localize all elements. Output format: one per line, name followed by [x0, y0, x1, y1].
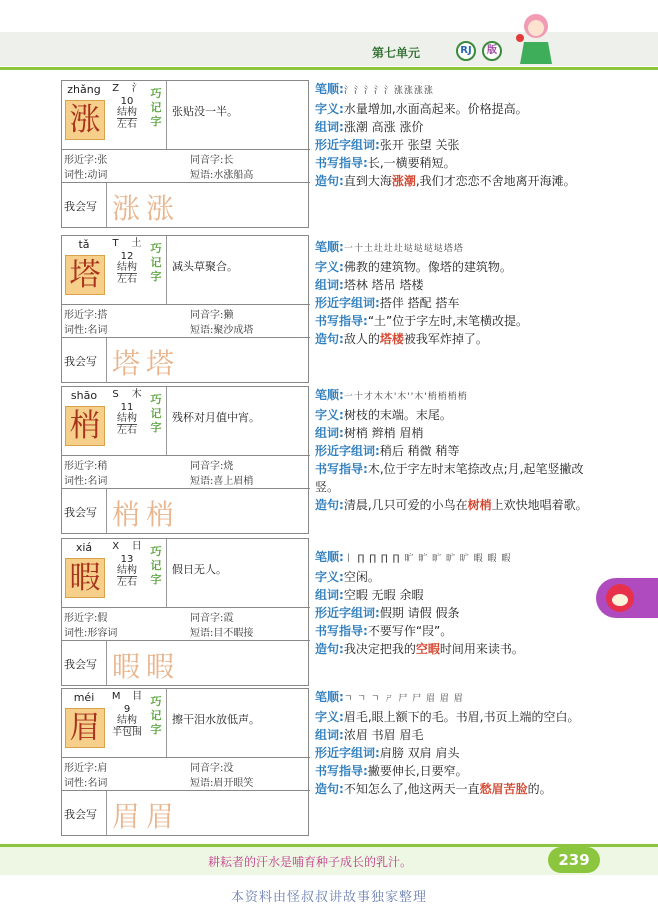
write-label: 我会写	[64, 200, 97, 213]
card-top	[62, 689, 310, 758]
writing-guide: 长,一横要稍短。	[367, 156, 456, 170]
bishun-line: 笔顺:一十土圵圵圵垯垯垯垯塔塔	[315, 240, 464, 254]
zaoju-line: 造句:直到大海涨潮,我们才恋恋不舍地离开海滩。	[315, 174, 576, 188]
write-box	[62, 182, 310, 228]
structure-value: 左右	[117, 274, 137, 285]
zaoju-line: 造句:我决定把我的空暇时间用来读书。	[315, 642, 524, 656]
shuxie-line: 书写指导:“土”位于字左时,末笔横改提。	[315, 314, 529, 328]
writing-guide: 撇要伸长,日要窄。	[367, 764, 468, 778]
xingjin-zuci-line: 形近字组词:假期 请假 假条	[315, 606, 460, 620]
qiao-ji-zi-label: 巧 记 字	[150, 87, 162, 128]
bishun-line: 笔顺:一十才木木'木''木'梢梢梢梢	[315, 388, 468, 402]
words: 空暇 无暇 余暇	[343, 588, 424, 602]
structure-label: 结构	[117, 262, 137, 273]
zaoju-line: 造句:不知怎么了,他这两天一直愁眉苦脸的。	[315, 782, 552, 796]
qiao-ji-zi-label: 巧 记 字	[150, 393, 162, 434]
side-tab	[596, 578, 658, 618]
char-meta	[106, 691, 148, 738]
pinyin-box	[64, 389, 104, 449]
meaning: 水量增加,水面高起来。价格提高。	[343, 102, 528, 116]
cixing: 词性:名词	[64, 325, 108, 336]
girl-mascot-icon	[510, 8, 558, 68]
radical: 木	[131, 389, 142, 400]
duanyu: 短语:喜上眉梢	[190, 476, 254, 487]
ziyi-line: 字义:眉毛,眼上额下的毛。书眉,书页上端的空白。	[315, 710, 580, 724]
shuxie-line: 书写指导:长,一横要稍短。	[315, 156, 456, 170]
write-label: 我会写	[64, 658, 97, 671]
big-character: 暇	[65, 558, 105, 598]
radical: 日	[131, 541, 142, 552]
ziyi-line: 字义:佛教的建筑物。像塔的建筑物。	[315, 260, 512, 274]
pinyin-box	[64, 238, 104, 298]
page-number: 239	[548, 847, 600, 873]
bishun-line: 笔顺:丨 ∏ ∏ ∏ ∏ 旷 旷 旷 旷 旷 暇 暇 暇	[315, 550, 512, 564]
meaning: 空闲。	[343, 570, 380, 584]
edition-badge: 版	[482, 41, 502, 61]
char-explanation	[315, 548, 595, 658]
info-row	[62, 773, 310, 788]
big-character: 塔	[65, 255, 105, 295]
big-character: 梢	[65, 406, 105, 446]
initial: M	[111, 691, 121, 702]
tongyin-zi: 同音字:烧	[190, 461, 234, 472]
mnemonic: 残杯对月值中宵。	[172, 411, 260, 424]
mnemonic: 减头草聚合。	[172, 260, 238, 273]
stroke-order: ㄱ ㄱ ㄱ ㄕ 尸 尸 眉 眉 眉	[343, 694, 464, 704]
writing-guide: 木,位于字左时末笔捺改点;月,起笔竖撇改竖。	[315, 462, 584, 494]
stroke-count: 12	[120, 251, 134, 262]
sentence-post: ,我们才恋恋不舍地离开海滩。	[415, 174, 576, 188]
tongyin-zi: 同音字:霞	[190, 613, 234, 624]
sentence-highlight: 愁眉苦脸	[479, 782, 528, 796]
pinyin: méi	[73, 691, 95, 704]
info-row	[62, 150, 310, 165]
similar-words: 张开 张望 关张	[379, 138, 460, 152]
divider	[106, 791, 107, 836]
structure-label: 结构	[117, 715, 137, 726]
write-label: 我会写	[64, 808, 97, 821]
header-band	[0, 32, 658, 66]
xingjin-zuci-line: 形近字组词:张开 张望 关张	[315, 138, 460, 152]
meaning: 佛教的建筑物。像塔的建筑物。	[343, 260, 512, 274]
unit-title: 第七单元	[372, 46, 421, 60]
char-explanation	[315, 238, 595, 348]
stroke-count: 13	[120, 554, 134, 565]
initial: S	[112, 389, 119, 400]
trace-characters: 塔塔	[112, 347, 181, 380]
similar-words: 搭伴 搭配 搭车	[379, 296, 460, 310]
tongyin-zi: 同音字:獭	[190, 310, 234, 321]
stroke-count: 9	[123, 704, 131, 715]
radical: 目	[132, 691, 143, 702]
divider	[166, 81, 167, 149]
shuxie-line: 书写指导:撇要伸长,日要窄。	[315, 764, 468, 778]
trace-characters: 眉眉	[112, 800, 181, 833]
info-row	[62, 608, 310, 623]
write-label: 我会写	[64, 355, 97, 368]
char-meta	[106, 389, 148, 436]
radical: 土	[131, 238, 142, 249]
xingjin-zuci-line: 形近字组词:稍后 稍微 稍等	[315, 444, 460, 458]
ziyi-line: 字义:树枝的末端。末尾。	[315, 408, 452, 422]
mascot-face-icon	[606, 584, 634, 612]
bishun-line: 笔顺:氵氵氵氵氵涨涨涨涨	[315, 82, 434, 96]
xingjin-zi: 形近字:搭	[64, 310, 108, 321]
zaoju-line: 造句:敌人的塔楼被我军炸掉了。	[315, 332, 488, 346]
char-explanation	[315, 80, 595, 190]
xingjin-zuci-line: 形近字组词:搭伴 搭配 搭车	[315, 296, 460, 310]
cixing: 词性:名词	[64, 778, 108, 789]
char-card	[61, 235, 309, 383]
info-row	[62, 471, 310, 486]
info-row	[62, 320, 310, 335]
char-meta	[106, 541, 148, 588]
words: 树梢 辫梢 眉梢	[343, 426, 424, 440]
info-row	[62, 165, 310, 180]
info-row	[62, 456, 310, 471]
xingjin-zi: 形近字:假	[64, 613, 108, 624]
words: 涨潮 高涨 涨价	[343, 120, 424, 134]
char-meta	[106, 238, 148, 285]
sentence-post: 时间用来读书。	[439, 642, 524, 656]
trace-characters: 涨涨	[112, 192, 181, 225]
divider	[106, 641, 107, 686]
sentence-highlight: 空暇	[415, 642, 440, 656]
xingjin-zi: 形近字:稍	[64, 461, 108, 472]
sentence-pre: 直到大海	[343, 174, 392, 188]
divider	[106, 338, 107, 383]
ziyi-line: 字义:空闲。	[315, 570, 380, 584]
tongyin-zi: 同音字:长	[190, 155, 234, 166]
structure-label: 结构	[117, 565, 137, 576]
pinyin: shāo	[70, 389, 98, 402]
similar-words: 稍后 稍微 稍等	[379, 444, 460, 458]
write-box	[62, 790, 310, 836]
char-card	[61, 386, 309, 534]
char-meta	[106, 83, 148, 130]
divider	[166, 387, 167, 455]
pinyin-box	[64, 691, 104, 751]
similar-words: 假期 请假 假条	[379, 606, 460, 620]
structure-value: 半包围	[112, 727, 142, 738]
duanyu: 短语:聚沙成塔	[190, 325, 254, 336]
xingjin-zuci-line: 形近字组词:肩膀 双肩 肩头	[315, 746, 460, 760]
initial: Z	[112, 83, 120, 94]
qiao-ji-zi-label: 巧 记 字	[150, 695, 162, 736]
ziyi-line: 字义:水量增加,水面高起来。价格提高。	[315, 102, 528, 116]
sentence-pre: 清晨,几只可爱的小鸟在	[343, 498, 468, 512]
writing-guide: 不要写作“叚”。	[367, 624, 453, 638]
write-box	[62, 640, 310, 686]
divider	[106, 183, 107, 228]
meaning: 眉毛,眼上额下的毛。书眉,书页上端的空白。	[343, 710, 580, 724]
sentence-highlight: 涨潮	[391, 174, 416, 188]
header-line	[0, 67, 658, 70]
zuci-line: 组词:涨潮 高涨 涨价	[315, 120, 424, 134]
duanyu: 短语:目不暇接	[190, 628, 254, 639]
structure-value: 左右	[117, 119, 137, 130]
big-character: 涨	[65, 100, 105, 140]
pinyin: xiá	[75, 541, 93, 554]
structure-value: 左右	[117, 425, 137, 436]
stroke-order: 丨 ∏ ∏ ∏ ∏ 旷 旷 旷 旷 旷 暇 暇 暇	[343, 554, 512, 564]
write-box	[62, 488, 310, 534]
card-top	[62, 81, 310, 150]
mnemonic: 假日无人。	[172, 563, 227, 576]
info-row	[62, 305, 310, 320]
card-top	[62, 387, 310, 456]
big-character: 眉	[65, 708, 105, 748]
trace-characters: 梢梢	[112, 498, 181, 531]
initial: X	[112, 541, 120, 552]
zaoju-line: 造句:清晨,几只可爱的小鸟在树梢上欢快地唱着歌。	[315, 498, 588, 512]
sentence-pre: 敌人的	[343, 332, 380, 346]
shuxie-line: 书写指导:木,位于字左时末笔捺改点;月,起笔竖撇改竖。	[315, 462, 584, 494]
zuci-line: 组词:塔林 塔吊 塔楼	[315, 278, 424, 292]
radical: 氵	[131, 83, 142, 94]
stroke-order: 一十土圵圵圵垯垯垯垯塔塔	[343, 244, 464, 254]
pinyin-box	[64, 83, 104, 143]
zuci-line: 组词:浓眉 书眉 眉毛	[315, 728, 424, 742]
mnemonic: 张贴没一半。	[172, 105, 238, 118]
words: 塔林 塔吊 塔楼	[343, 278, 424, 292]
mnemonic: 擦干泪水放低声。	[172, 713, 260, 726]
char-explanation	[315, 386, 595, 514]
divider	[166, 539, 167, 607]
initial: T	[112, 238, 119, 249]
char-explanation	[315, 688, 595, 798]
shuxie-line: 书写指导:不要写作“叚”。	[315, 624, 453, 638]
info-row	[62, 623, 310, 638]
divider	[106, 489, 107, 534]
sentence-post: 被我军炸掉了。	[403, 332, 488, 346]
stroke-count: 11	[120, 402, 134, 413]
sentence-highlight: 树梢	[467, 498, 492, 512]
structure-label: 结构	[117, 107, 137, 118]
cixing: 词性:形容词	[64, 628, 118, 639]
zuci-line: 组词:空暇 无暇 余暇	[315, 588, 424, 602]
rj-badge: RJ	[456, 41, 476, 61]
pinyin-box	[64, 541, 104, 601]
writing-guide: “土”位于字左时,末笔横改提。	[367, 314, 529, 328]
stroke-count: 10	[120, 96, 134, 107]
bottom-note: 本资料由怪叔叔讲故事独家整理	[230, 890, 427, 905]
trace-characters: 暇暇	[112, 650, 181, 683]
sentence-pre: 我决定把我的	[343, 642, 416, 656]
cixing: 词性:动词	[64, 170, 108, 181]
char-card	[61, 80, 309, 228]
pinyin: tǎ	[78, 238, 90, 251]
card-top	[62, 236, 310, 305]
stroke-order: 一十才木木'木''木'梢梢梢梢	[343, 392, 468, 402]
sentence-highlight: 塔楼	[379, 332, 404, 346]
info-row	[62, 758, 310, 773]
tongyin-zi: 同音字:没	[190, 763, 234, 774]
similar-words: 肩膀 双肩 肩头	[379, 746, 460, 760]
words: 浓眉 书眉 眉毛	[343, 728, 424, 742]
sentence-post: 的。	[527, 782, 552, 796]
duanyu: 短语:水涨船高	[190, 170, 254, 181]
char-card	[61, 688, 309, 836]
char-card	[61, 538, 309, 686]
sentence-post: 上欢快地唱着歌。	[491, 498, 588, 512]
sentence-pre: 不知怎么了,他这两天一直	[343, 782, 480, 796]
duanyu: 短语:眉开眼笑	[190, 778, 254, 789]
bishun-line: 笔顺:ㄱ ㄱ ㄱ ㄕ 尸 尸 眉 眉 眉	[315, 690, 464, 704]
cixing: 词性:名词	[64, 476, 108, 487]
pinyin: zhǎng	[67, 83, 101, 96]
divider	[166, 236, 167, 304]
write-label: 我会写	[64, 506, 97, 519]
zuci-line: 组词:树梢 辫梢 眉梢	[315, 426, 424, 440]
structure-label: 结构	[117, 413, 137, 424]
write-box	[62, 337, 310, 383]
footer-quote: 耕耘者的汗水是哺育种子成长的乳汁。	[208, 855, 413, 869]
qiao-ji-zi-label: 巧 记 字	[150, 545, 162, 586]
xingjin-zi: 形近字:张	[64, 155, 108, 166]
card-top	[62, 539, 310, 608]
divider	[166, 689, 167, 757]
xingjin-zi: 形近字:肩	[64, 763, 108, 774]
qiao-ji-zi-label: 巧 记 字	[150, 242, 162, 283]
meaning: 树枝的末端。末尾。	[343, 408, 452, 422]
stroke-order: 氵氵氵氵氵涨涨涨涨	[343, 86, 434, 96]
structure-value: 左右	[117, 577, 137, 588]
